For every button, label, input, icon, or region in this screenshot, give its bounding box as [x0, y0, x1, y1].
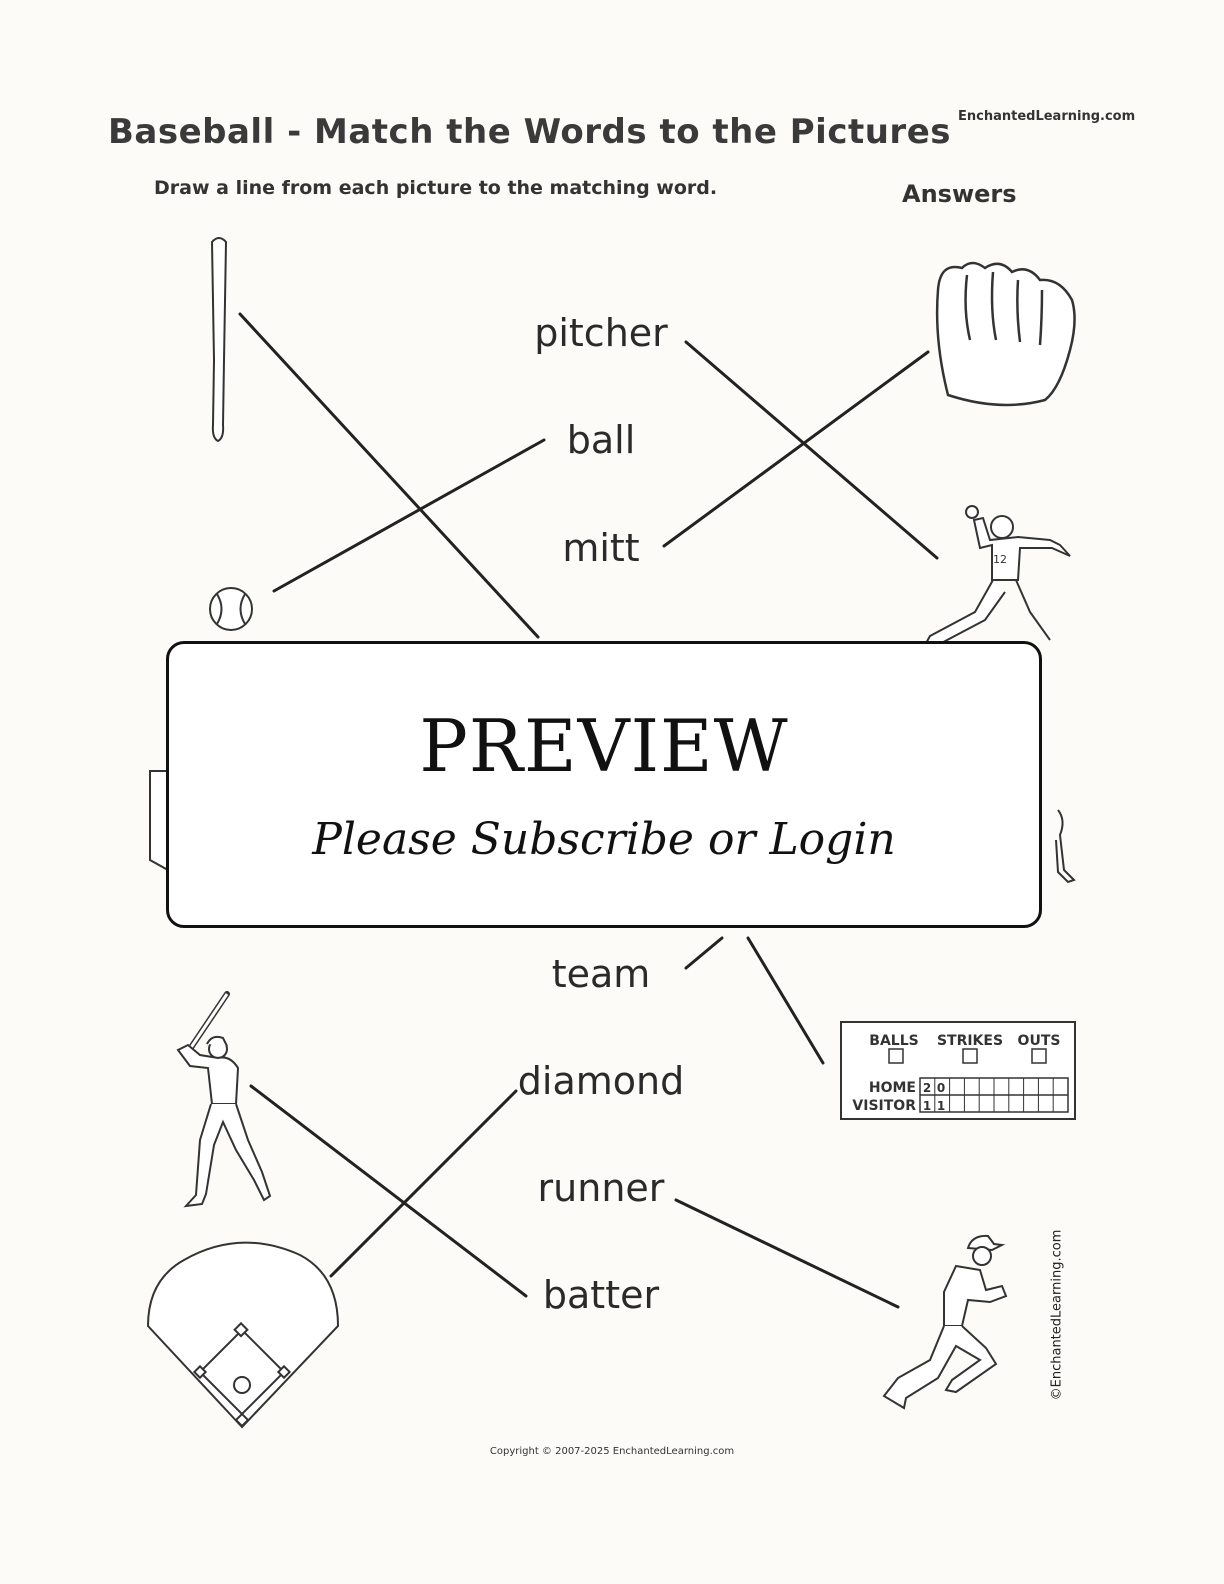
subscribe-login-prompt[interactable]: Please Subscribe or Login [312, 814, 896, 865]
scoreboard-score: 1 [936, 1099, 946, 1113]
bat-picture [212, 238, 226, 441]
scoreboard-picture [841, 1022, 1075, 1119]
diamond-picture [148, 1243, 338, 1427]
side-credit: ©EnchantedLearning.com [1049, 1229, 1065, 1401]
word-pitcher: pitcher [534, 311, 668, 355]
copyright: Copyright © 2007-2025 EnchantedLearning.com [489, 1446, 735, 1457]
hidden-picture-right [1056, 810, 1074, 882]
answer-line-scoreboard [748, 938, 823, 1063]
runner-picture [884, 1236, 1006, 1408]
scoreboard-header-strikes: STRIKES [936, 1033, 1004, 1049]
word-team: team [551, 952, 651, 996]
answer-line-bat [240, 314, 538, 637]
scoreboard-header-balls: BALLS [869, 1033, 919, 1049]
scoreboard-row-label: VISITOR [852, 1098, 916, 1114]
answer-line-runner [676, 1200, 898, 1307]
scoreboard-score: 2 [922, 1081, 932, 1095]
preview-overlay[interactable] [166, 641, 1042, 928]
scoreboard-header-outs: OUTS [1017, 1033, 1061, 1049]
svg-text:12: 12 [993, 553, 1007, 566]
instructions: Draw a line from each picture to the matching word. [154, 177, 718, 199]
batter-picture [178, 994, 270, 1206]
pitcher-picture [925, 506, 1070, 648]
word-mitt: mitt [562, 526, 640, 570]
answer-line-team [686, 938, 722, 968]
scoreboard-score: 0 [936, 1081, 946, 1095]
glove-picture [937, 263, 1074, 405]
ball-picture [210, 588, 252, 630]
answer-line-diamond [331, 1091, 516, 1276]
site-name[interactable]: EnchantedLearning.com [958, 109, 1136, 124]
word-ball: ball [566, 418, 636, 462]
answers-label: Answers [902, 180, 1017, 208]
page-title: Baseball - Match the Words to the Pictures [108, 112, 951, 152]
scoreboard-score: 1 [922, 1099, 932, 1113]
answer-line-ball [274, 440, 544, 591]
preview-title: PREVIEW [419, 704, 789, 788]
word-diamond: diamond [517, 1059, 685, 1103]
scoreboard-row-label: HOME [868, 1080, 916, 1096]
word-runner: runner [537, 1166, 665, 1210]
word-batter: batter [542, 1273, 660, 1317]
